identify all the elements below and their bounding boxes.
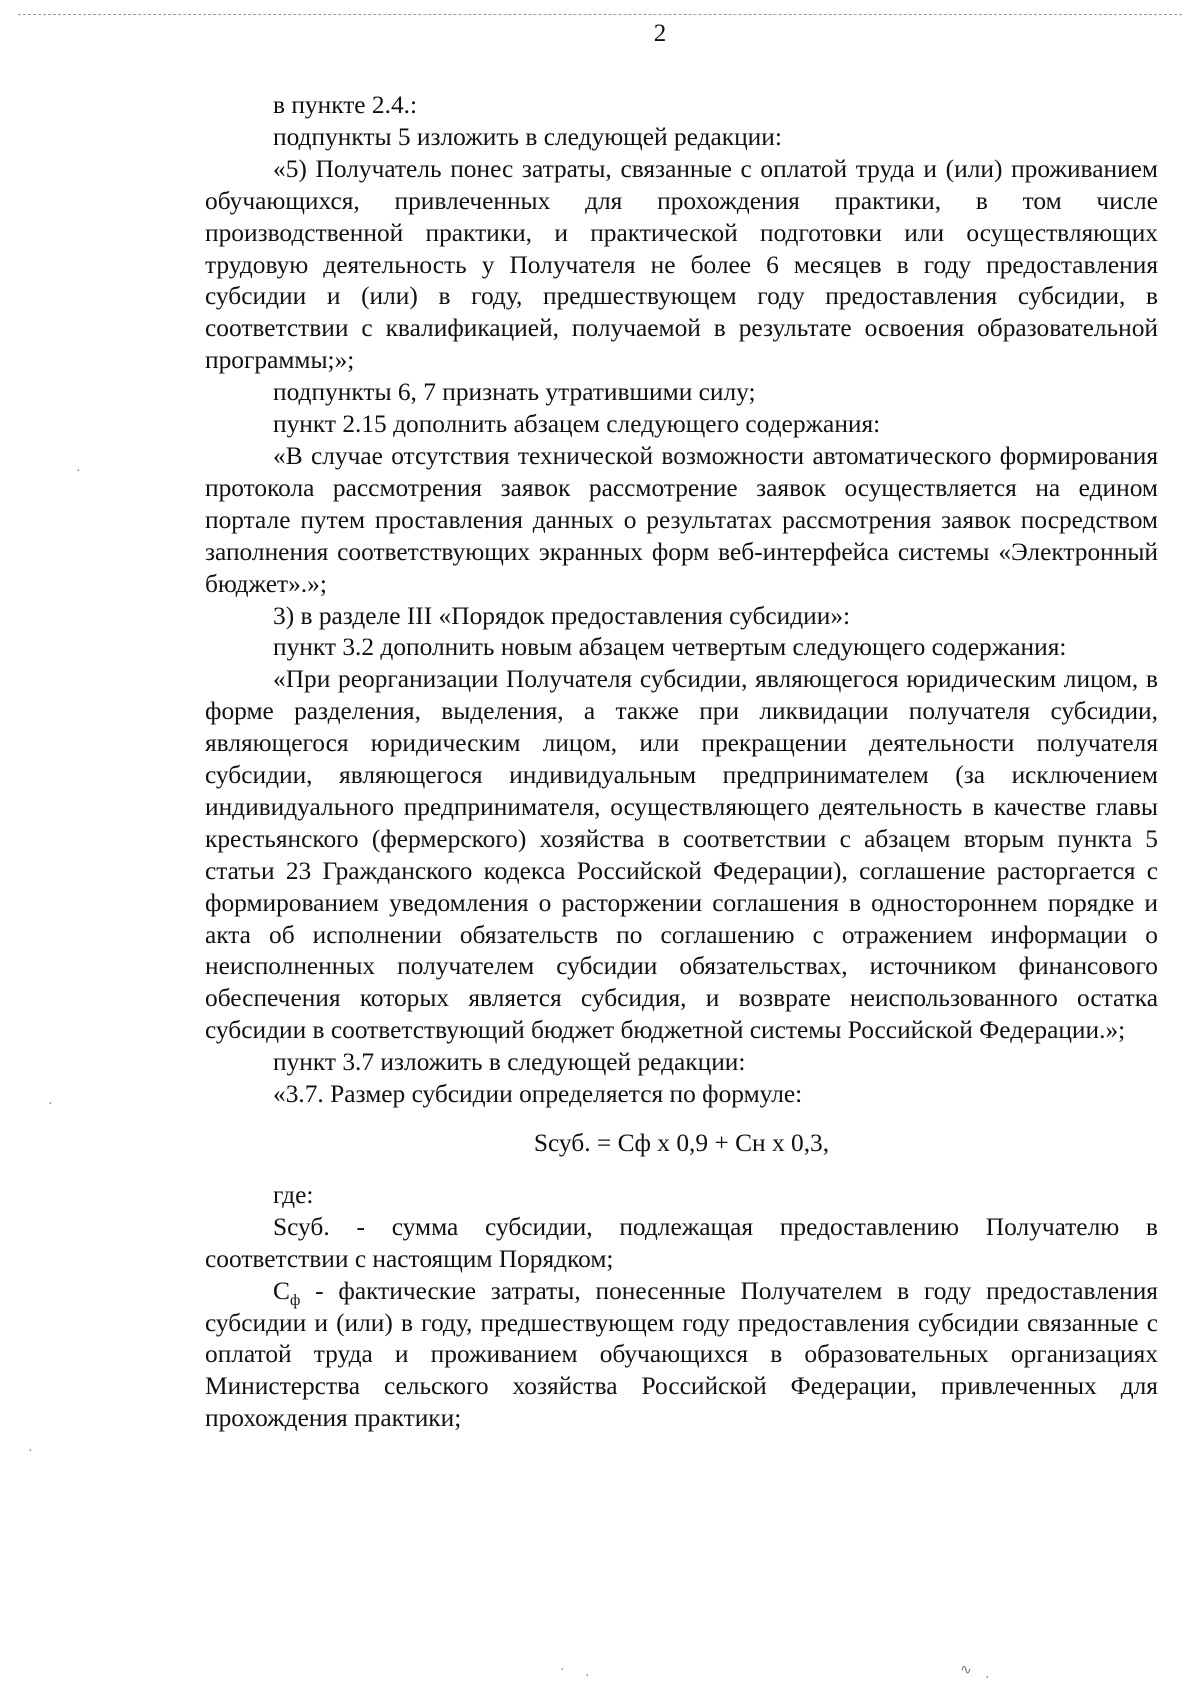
paragraph-subitem-5-intro: подпункты 5 изложить в следующей редакции: — [273, 122, 782, 151]
scan-speck: ∿ — [960, 1663, 972, 1678]
paragraph-item-3-2-text: «При реорганизации Получателя субсидии, являющегося юридическим лицом, в форме разделения, выделения, а также при ликвидации получателя субсидии, являющегося юридическим лицом, или прекращении деятельности получателя субсидии, являющегося индивидуальным предпринимателем (за исключением индивидуального предпринимателя, осуществляющего деятельность в качестве главы крестьянского (фермерского) хозяйства в соответствии с абзацем вторым пункта 5 статьи 23 Гражданского кодекса Российской Федерации), соглашение расторгается с формированием уведомления о расторжении соглашения в одностороннем порядке и акта об исполнении обязательств по соглашению с отражением информации о неисполненных получателем субсидии обязательствах, источником финансового обеспечения которых является субсидия, и возврате неиспользованного остатка субсидии в соответствующий бюджет бюджетной системы Российской Федерации.»; — [205, 665, 1158, 1045]
definition-c-f-symbol: С — [273, 1276, 290, 1305]
definition-c-f-subscript: ф — [289, 1291, 301, 1309]
paragraph-item-2-15-text: «В случае отсутствия технической возможности автоматического формирования протокола рассмотрения заявок рассмотрение заявок осуществляется на едином портале путем проставления данных о результатах рассмотрения заявок посредством заполнения соответствующих экранных форм веб-интерфейса системы «Электронный бюджет».»; — [205, 441, 1158, 598]
definition-c-f — [205, 1276, 1158, 1436]
scan-speck: · — [585, 1669, 590, 1684]
scan-edge-line — [18, 14, 1182, 15]
paragraph-section-3: 3) в разделе III «Порядок предоставления субсидии»: — [273, 601, 851, 630]
scan-speck: · — [28, 1444, 33, 1459]
paragraph-item-2-4: в пункте 2.4.: — [273, 91, 418, 119]
paragraph-subitems-6-7: подпункты 6, 7 признать утратившими силу; — [273, 378, 756, 407]
scan-speck: · — [560, 1663, 565, 1678]
definition-s-sub: Sсуб. - сумма субсидии, подлежащая предоставлению Получателю в соответствии с настоящим Порядком; — [205, 1212, 1158, 1273]
scan-speck: · — [76, 464, 81, 479]
definition-c-f-text: - фактические затраты, понесенные Получателем в году предоставления субсидии и (или) в году, предшествующем году предоставления субсидии связанные с оплатой труда и проживанием обучающихся в образовательных организациях Министерства сельского хозяйства Российской Федерации, привлеченных для прохождения практики; — [205, 1276, 1158, 1433]
paragraph-item-3-2-intro: пункт 3.2 дополнить новым абзацем четвертым следующего содержания: — [273, 633, 1067, 662]
scan-speck: · — [985, 1671, 990, 1686]
paragraph-item-3-7-intro: пункт 3.7 изложить в следующей редакции: — [273, 1048, 746, 1077]
paragraph-item-3-7-text: «3.7. Размер субсидии определяется по формуле: — [273, 1080, 803, 1109]
paragraph-subitem-5-text: «5) Получатель понес затраты, связанные с оплатой труда и (или) проживанием обучающихся, привлеченных для прохождения практики, в том числе производственной практики, и практической подготовки или осуществляющих трудовую деятельность у Получателя не более 6 месяцев в году предоставления субсидии и (или) в году, предшествующем году предоставления субсидии, в соответствии с квалификацией, получаемой в результате освоения образовательной программы;»; — [205, 154, 1158, 375]
document-body — [205, 90, 1158, 1435]
formula-where: где: — [273, 1180, 314, 1209]
paragraph-item-2-15-intro: пункт 2.15 дополнить абзацем следующего содержания: — [273, 410, 881, 439]
scan-speck: · — [48, 1097, 53, 1112]
page-number: 2 — [653, 20, 667, 47]
subsidy-formula: Sсуб. = Сф х 0,9 + Сн х 0,3, — [533, 1129, 830, 1157]
